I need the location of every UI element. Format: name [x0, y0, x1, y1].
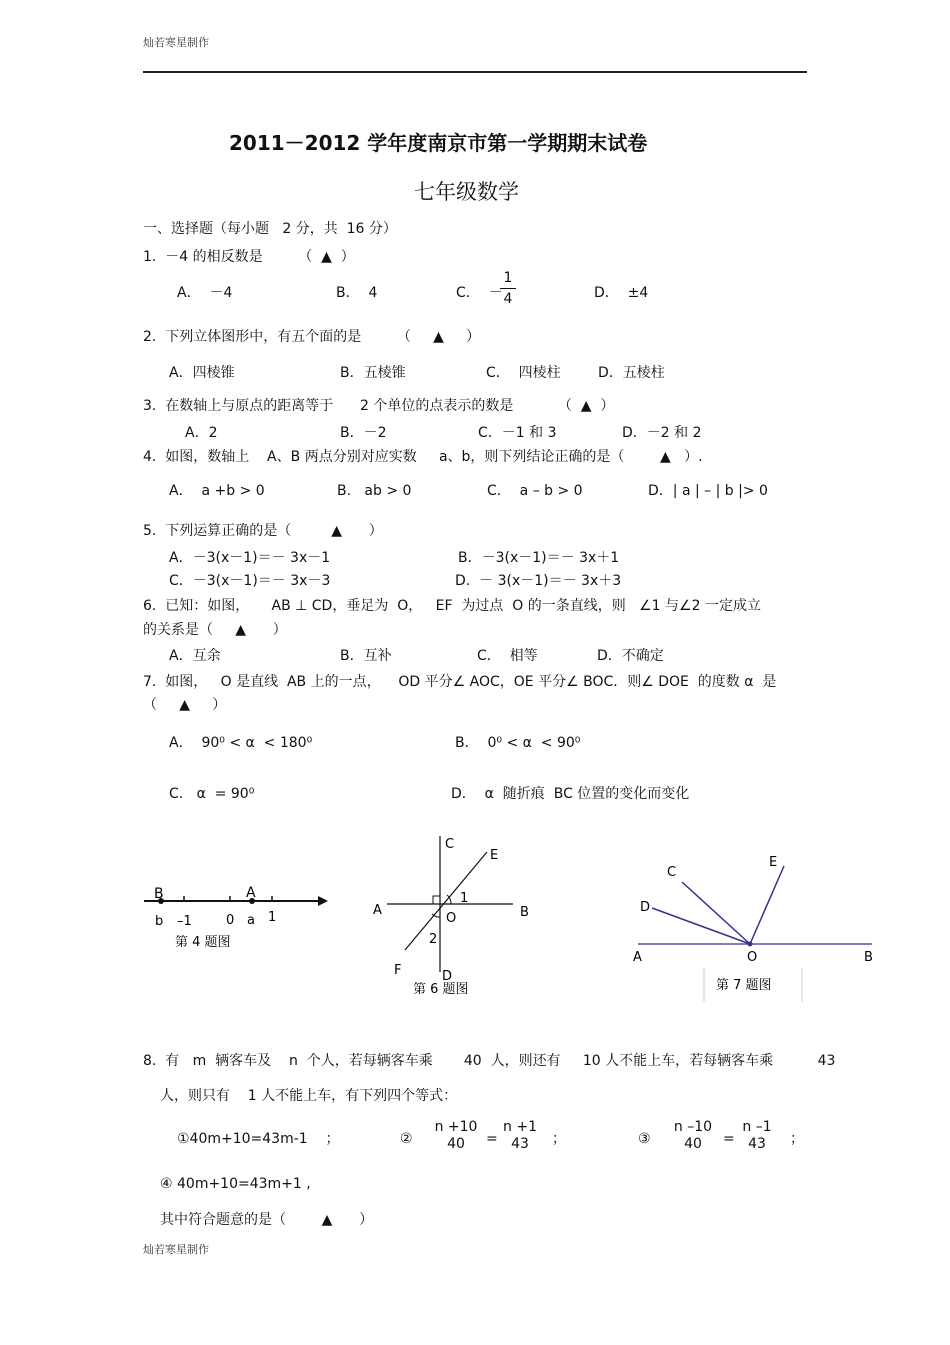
q6-stem-line1: 6. 已知：如图， AB ⊥ CD，垂足为 O， EF 为过点 O 的一条直线，则 ∠1 与∠2 一定成立	[143, 598, 761, 614]
label-e: E	[490, 848, 499, 863]
q8-stem-line1: 8. 有 m 辆客车及 n 个人，若每辆客车乘 40 人，则还有 10 人不能上车，若每辆客车乘 43	[143, 1053, 836, 1069]
q1-option-b: B． 4	[336, 285, 378, 301]
q8-eq3-semicolon: ；	[790, 1131, 804, 1147]
q8-eq3-left-fraction	[668, 1120, 718, 1151]
label-b: B	[520, 905, 529, 920]
fraction-numerator: n –1	[742, 1119, 772, 1135]
q2-option-a: A．四棱锥	[169, 365, 235, 381]
fraction-numerator: n +10	[434, 1119, 478, 1135]
q1-option-c-fraction	[500, 271, 516, 306]
q4-stem: 4. 如图，数轴上 A、B 两点分别对应实数 a、b，则下列结论正确的是（ ▲ ）.	[143, 449, 703, 465]
q6-option-b: B．互补	[340, 648, 392, 664]
ray-oe	[750, 866, 784, 944]
q6-option-a: A．互余	[169, 648, 221, 664]
label-o: O	[446, 911, 457, 926]
q1-option-a: A． －4	[177, 285, 233, 301]
q4-option-c: C． a – b > 0	[487, 483, 583, 499]
section-heading: 一、选择题（每小题 2 分，共 16 分）	[143, 221, 397, 237]
q5-stem: 5. 下列运算正确的是（ ▲ ）	[143, 523, 383, 539]
header-rule	[143, 71, 807, 73]
label-c: C	[667, 865, 677, 880]
label-f: F	[394, 963, 402, 978]
fraction-numerator: 1	[503, 270, 513, 286]
tick-label-b: b	[155, 914, 164, 929]
tick-label-one: 1	[268, 910, 277, 925]
label-o: O	[747, 950, 758, 965]
q8-eq3-equals: =	[723, 1131, 735, 1147]
fraction-denominator: 4	[503, 291, 513, 307]
q8-equation-1: ①40m+10=43m-1 ；	[177, 1131, 340, 1147]
fraction-denominator: 40	[447, 1136, 465, 1152]
figure-6-caption: 第 6 题图	[413, 982, 469, 997]
q7-stem-line1: 7. 如图， O 是直线 AB 上的一点， OD 平分∠ AOC，OE 平分∠ BOC．则∠ DOE 的度数 α 是	[143, 674, 777, 690]
q6-option-d: D．不确定	[597, 648, 664, 664]
label-e: E	[769, 855, 778, 870]
figure-4-number-line	[140, 880, 340, 955]
number-line-arrow	[318, 896, 328, 906]
q1-option-d: D． ±4	[594, 285, 649, 301]
fraction-bar	[500, 288, 516, 289]
q6-option-c: C． 相等	[477, 648, 538, 664]
q6-stem-line2: 的关系是（ ▲ ）	[143, 622, 287, 638]
fraction-numerator: n –10	[673, 1119, 713, 1135]
q2-option-b: B．五棱锥	[340, 365, 406, 381]
angle-1-label: 1	[460, 891, 469, 906]
q5-option-a: A．－3(x－1)＝－ 3x－1	[169, 550, 331, 566]
figure-7-caption: 第 7 题图	[716, 978, 772, 993]
label-a: A	[246, 885, 256, 901]
q3-stem: 3. 在数轴上与原点的距离等于 2 个单位的点表示的数是 （ ▲ ）	[143, 398, 615, 414]
fraction-numerator: n +1	[503, 1119, 537, 1135]
q8-eq2-right-fraction	[500, 1120, 540, 1151]
q8-eq2-equals: =	[486, 1131, 498, 1147]
label-a: A	[633, 950, 642, 965]
tick-label-a: a	[247, 913, 255, 928]
q8-eq2-semicolon: ；	[552, 1131, 566, 1147]
q3-option-a: A．2	[185, 425, 218, 441]
line-ef	[405, 852, 487, 950]
q2-stem: 2. 下列立体图形中，有五个面的是 （ ▲ ）	[143, 329, 481, 345]
q3-option-d: D．－2 和 2	[622, 425, 702, 441]
exam-subtitle: 七年级数学	[414, 180, 519, 204]
point-o	[748, 942, 753, 947]
ray-od	[652, 908, 750, 944]
label-b: B	[154, 886, 164, 902]
q8-eq2-left-fraction	[430, 1120, 482, 1151]
label-c: C	[445, 837, 455, 852]
page-header: 灿若寒星制作	[143, 36, 209, 49]
q8-eq3-right-fraction	[737, 1120, 777, 1151]
q2-option-c: C． 四棱柱	[486, 365, 561, 381]
q8-question: 其中符合题意的是（ ▲ ）	[160, 1212, 374, 1228]
tick-label-zero: 0	[226, 913, 235, 928]
page-footer: 灿若寒星制作	[143, 1243, 209, 1256]
q5-option-b: B．－3(x－1)＝－ 3x＋1	[458, 550, 620, 566]
q2-option-d: D．五棱柱	[598, 365, 665, 381]
q4-option-a: A． a +b > 0	[169, 483, 265, 499]
q1-stem: 1. －4 的相反数是 （ ▲ ）	[143, 249, 355, 265]
q7-option-d: D． α 随折痕 BC 位置的变化而变化	[451, 786, 690, 802]
label-d: D	[640, 900, 651, 915]
figure-7-angle-bisectors	[628, 850, 880, 1005]
q1-option-c: C． －	[456, 285, 503, 301]
q5-option-d: D. － 3(x－1)＝－ 3x＋3	[455, 573, 622, 589]
right-angle-mark	[433, 896, 440, 904]
q3-option-b: B．－2	[340, 425, 387, 441]
label-d: D	[442, 969, 453, 984]
q3-option-c: C．－1 和 3	[478, 425, 557, 441]
q4-option-b: B. ab > 0	[337, 483, 412, 499]
tick-label-minus-one: –1	[177, 914, 192, 929]
q7-option-a: A． 90⁰ < α < 180⁰	[169, 735, 313, 751]
q7-option-b: B． 0⁰ < α < 90⁰	[455, 735, 581, 751]
fraction-denominator: 40	[684, 1136, 702, 1152]
figure-4-caption: 第 4 题图	[175, 935, 231, 950]
exam-title: 2011－2012 学年度南京市第一学期期末试卷	[229, 131, 648, 155]
label-b: B	[864, 950, 873, 965]
q5-option-c: C．－3(x－1)＝－ 3x－3	[169, 573, 331, 589]
q8-equation-3-label: ③	[638, 1131, 651, 1147]
q7-stem-line2: （ ▲ ）	[143, 697, 227, 713]
ray-oc	[682, 882, 750, 944]
q8-equation-4: ④ 40m+10=43m+1 ,	[160, 1176, 311, 1192]
fraction-denominator: 43	[748, 1136, 766, 1152]
q4-option-d: D．| a | – | b |> 0	[648, 483, 768, 499]
angle-2-label: 2	[429, 932, 438, 947]
q8-stem-line2: 人，则只有 1 人不能上车，有下列四个等式：	[160, 1088, 458, 1104]
figure-6-perpendicular-lines	[365, 832, 545, 1002]
q8-equation-2-label: ②	[400, 1131, 413, 1147]
fraction-denominator: 43	[511, 1136, 529, 1152]
label-a: A	[373, 903, 382, 918]
q7-option-c: C. α = 90⁰	[169, 786, 255, 802]
